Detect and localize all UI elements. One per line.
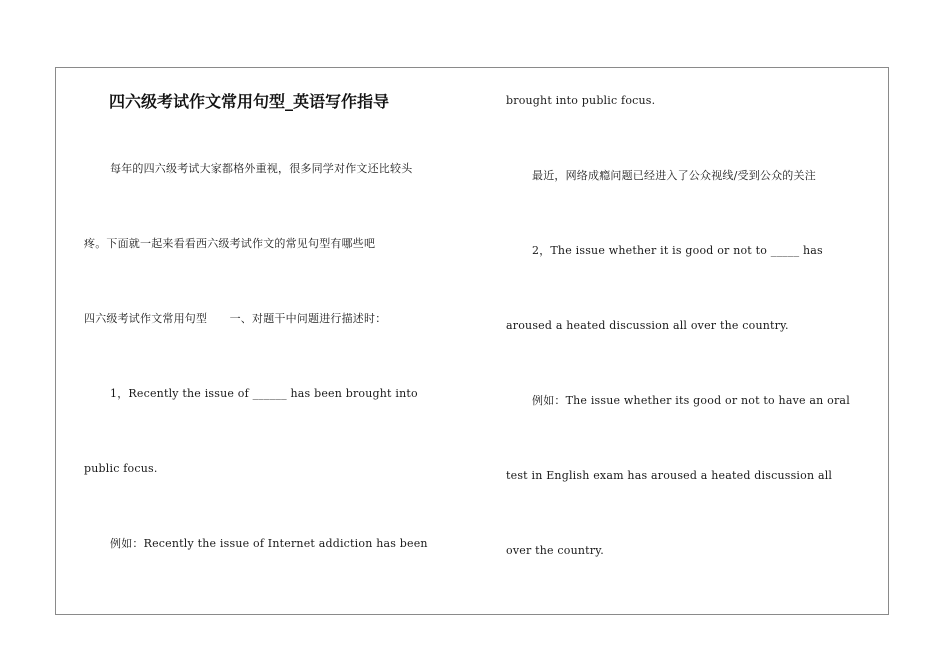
sentence-pattern-line: public focus.	[84, 462, 158, 475]
example-line: over the country.	[506, 544, 604, 557]
translation-line: 最近，网络成瘾问题已经进入了公众视线/受到公众的关注	[532, 169, 816, 182]
example-line: 例如：Recently the issue of Internet addiction has been	[110, 537, 428, 550]
paragraph-line: 每年的四六级考试大家都格外重视，很多同学对作文还比较头	[110, 162, 413, 175]
example-line: 例如：The issue whether its good or not to have an oral	[532, 394, 850, 407]
sentence-pattern-line: 1，Recently the issue of ______ has been brought into	[110, 387, 418, 400]
document-page	[55, 67, 889, 615]
example-line: test in English exam has aroused a heated discussion all	[506, 469, 833, 482]
sentence-pattern-line: aroused a heated discussion all over the country.	[506, 319, 789, 332]
document-title: 四六级考试作文常用句型_英语写作指导	[109, 92, 390, 111]
paragraph-line: 疼。下面就一起来看看西六级考试作文的常见句型有哪些吧	[84, 237, 376, 250]
example-line: brought into public focus.	[506, 94, 656, 107]
sentence-pattern-line: 2，The issue whether it is good or not to _____ has	[532, 244, 823, 257]
section-heading-line: 四六级考试作文常用句型 一、对题干中问题进行描述时：	[84, 312, 387, 325]
